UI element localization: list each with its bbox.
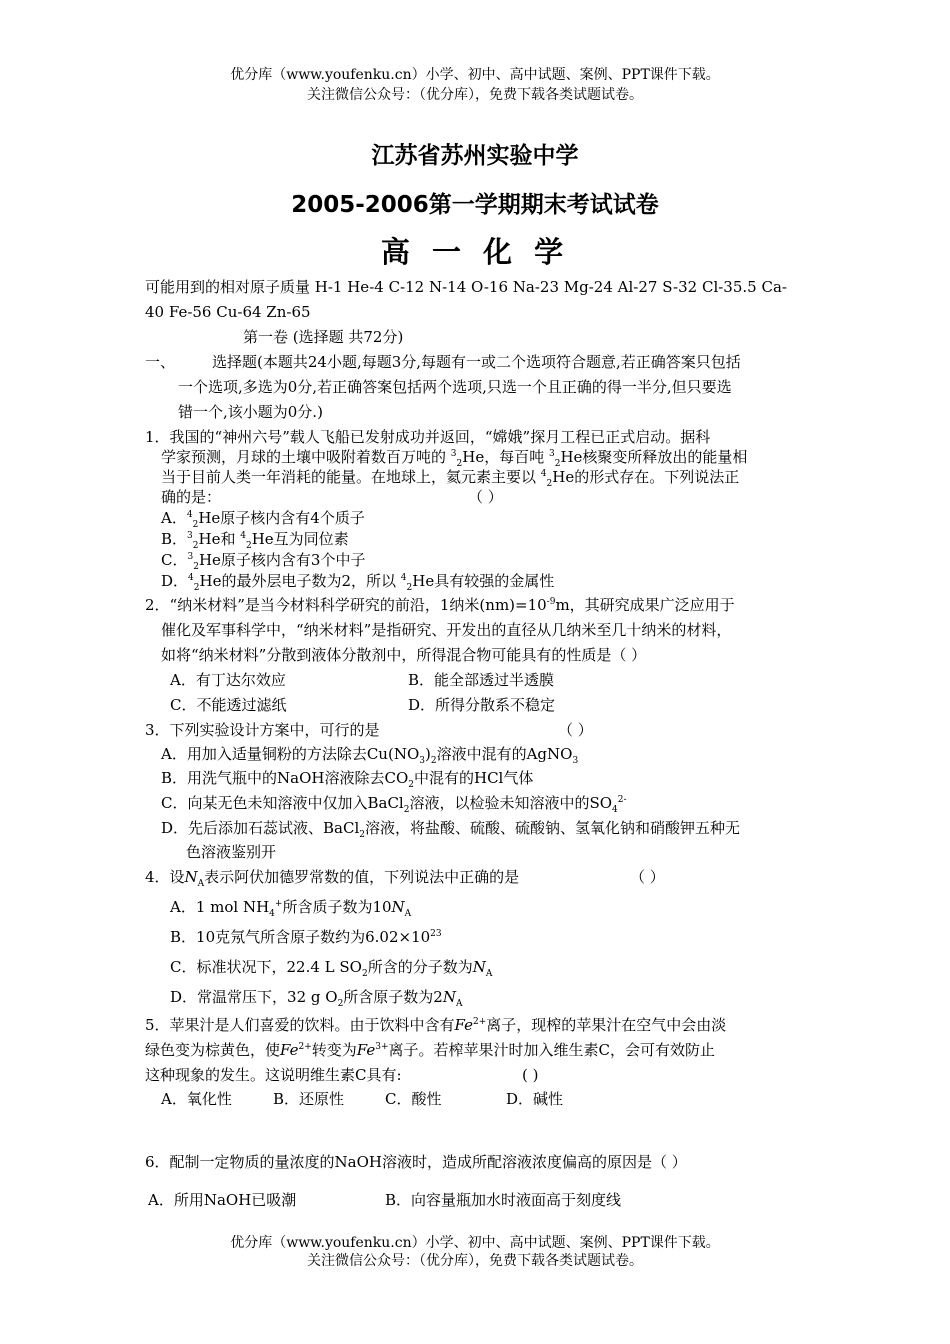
section-heading: 第一卷 (选择题 共72分) [243,328,404,346]
exam-title: 2005-2006第一学期期末考试试卷 [291,192,659,218]
q6-option-b: B．向容量瓶加水时液面高于刻度线 [385,1191,622,1209]
q5-line-3: 这种现象的发生。这说明维生素C具有: [145,1066,402,1084]
header-line-1: 优分库（www.youfenku.cn）小学、初中、高中试题、案例、PPT课件下载。 [230,67,720,83]
header-line-2: 关注微信公众号：（优分库），免费下载各类试题试卷。 [307,87,643,103]
q5-answer-bracket: ( ) [522,1066,539,1084]
atomic-masses-line-2: 40 Fe-56 Cu-64 Zn-65 [145,303,311,321]
q2-option-d: D．所得分散系不稳定 [408,696,556,714]
q6-line-1: 6．配制一定物质的量浓度的NaOH溶液时，造成所配溶液浓度偏高的原因是（ ） [145,1153,687,1171]
q5-line-2: 绿色变为棕黄色，使$Fe^{2+}$转变为$Fe^{3+}$离子。若榨苹果汁时加入维生素C，会可有效防止 [145,1041,716,1059]
q3-answer-bracket: （ ） [558,721,593,739]
q1-option-a: A．$^4_2$He原子核内含有4个质子 [161,509,365,530]
section-instructions-1: 选择题(本题共24小题,每题3分,每题有一或二个选项符合题意,若正确答案只包括 [212,353,741,371]
section-number: 一、 [145,353,176,371]
q3-line-1: 3．下列实验设计方案中，可行的是 [145,721,380,739]
q5-line-1: 5．苹果汁是人们喜爱的饮料。由于饮料中含有$Fe^{2+}$离子，现榨的苹果汁在空气中会由淡 [145,1016,727,1034]
section-instructions-2: 一个选项,多选为0分,若正确答案包括两个选项,只选一个且正确的得一半分,但只要选 [178,378,732,396]
q4-answer-bracket: （ ） [630,868,665,886]
q1-line-1: 1．我国的“神州六号”载人飞船已发射成功并返回，“嫦娥”探月工程已正式启动。据科 [145,428,711,446]
q2-line-2: 催化及军事科学中，“纳米材料”是指研究、开发出的直径从几纳米至几十纳米的材料， [161,621,732,639]
q2-option-c: C．不能透过滤纸 [170,696,287,714]
q4-line-1: 4．设$N_A$表示阿伏加德罗常数的值，下列说法中正确的是 [145,868,520,889]
q5-option-b: B．还原性 [273,1090,345,1108]
q1-option-d: D．$^4_2$He的最外层电子数为2，所以 $^4_2$He具有较强的金属性 [161,572,555,593]
q1-answer-bracket: （ ） [468,488,503,506]
q5-option-c: C．酸性 [385,1090,442,1108]
q6-option-a: A．所用NaOH已吸潮 [148,1191,297,1209]
q4-option-a: A．1 mol $NH_4^+$所含质子数为$10N_A$ [170,898,412,919]
q2-option-b: B．能全部透过半透膜 [408,671,555,689]
q1-option-c: C．$^3_2$He原子核内含有3个中子 [161,551,366,572]
q3-option-c: C．向某无色未知溶液中仅加入BaCl$_2$溶液，以检验未知溶液中的$SO_4^{2-}$ [161,794,627,815]
q3-option-d: D．先后添加石蕊试液、BaCl$_2$溶液，将盐酸、硫酸、硫酸钠、氢氧化钠和硝酸钾五种无 [161,819,741,840]
q2-line-3: 如将“纳米材料”分散到液体分散剂中，所得混合物可能具有的性质是（ ） [161,646,647,664]
q1-line-3: 当于目前人类一年消耗的能量。在地球上，氦元素主要以 $^4_2$He的形式存在。下列说法正 [161,468,740,489]
atomic-masses-line-1: 可能用到的相对原子质量 H-1 He-4 C-12 N-14 O-16 Na-23 Mg-24 Al-27 S-32 Cl-35.5 Ca- [145,278,787,296]
q2-option-a: A．有丁达尔效应 [170,671,286,689]
footer-line-1: 优分库（www.youfenku.cn）小学、初中、高中试题、案例、PPT课件下载。 [230,1235,720,1251]
q3-option-a: A．用加入适量铜粉的方法除去$Cu(NO_3)_2$溶液中混有的AgNO$_3$ [161,745,579,766]
q1-line-4: 确的是： [161,488,222,506]
q5-option-a: A．氧化性 [161,1090,232,1108]
footer-line-2: 关注微信公众号：（优分库），免费下载各类试题试卷。 [307,1253,643,1269]
section-instructions-3: 错一个,该小题为0分.) [178,403,323,421]
q1-line-2: 学家预测，月球的土壤中吸附着数百万吨的 $^3_2$He，每百吨 $^3_2$He核聚变所释放出的能量相 [161,448,748,469]
q3-option-b: B．用洗气瓶中的NaOH溶液除去$CO_2$中混有的HCl气体 [161,769,534,790]
q4-option-d: D．常温常压下，32 g $O_2$所含原子数为$2N_A$ [170,988,463,1009]
school-title: 江苏省苏州实验中学 [371,143,579,169]
q1-option-b: B．$^3_2$He和 $^4_2$He互为同位素 [161,530,349,551]
q3-option-d-cont: 色溶液鉴别开 [186,843,277,861]
q4-option-c: C．标准状况下，22.4 L $SO_2$所含的分子数为$N_A$ [170,958,493,979]
q4-option-b: B．10克氖气所含原子数约为$6.02\times 10^{23}$ [170,928,442,946]
q2-line-1: 2．“纳米材料”是当今材料科学研究的前沿，1纳米$(nm)=10^{-9}m$，其研究成果广泛应用于 [145,596,735,614]
subject-title: 高 一 化 学 [380,235,570,269]
q5-option-d: D．碱性 [506,1090,564,1108]
